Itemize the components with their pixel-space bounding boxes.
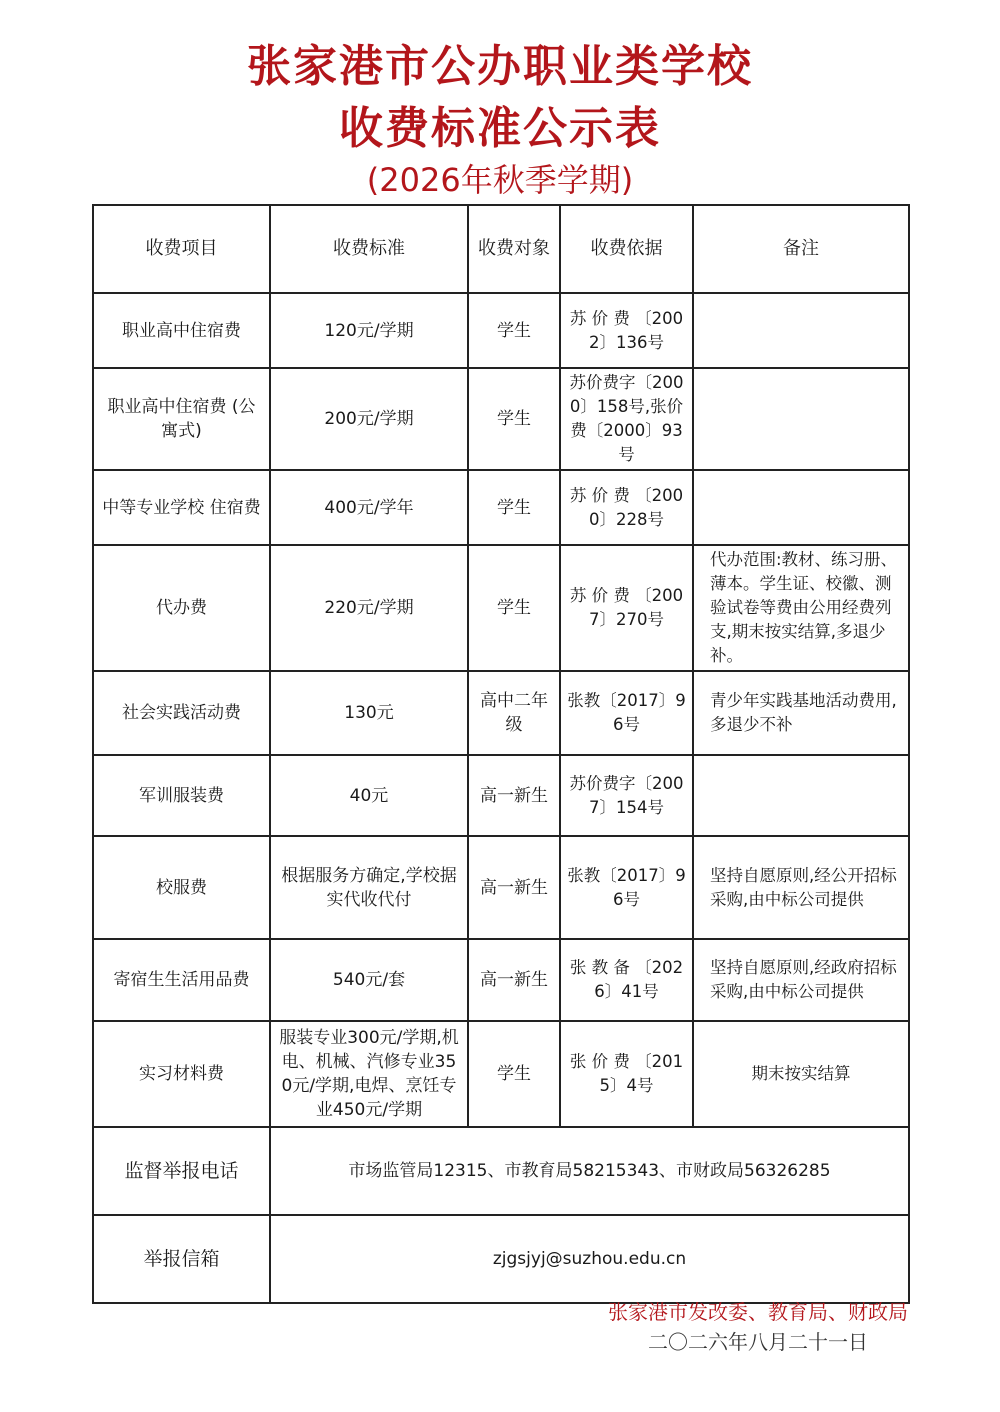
header-cell: 收费项目 <box>93 205 270 293</box>
standard-cell: 400元/学年 <box>270 470 468 545</box>
item-cell: 校服费 <box>93 836 270 939</box>
page-subtitle: 收费标准公示表 <box>339 103 661 154</box>
basis-cell: 苏 价 费 〔2002〕136号 <box>560 293 693 368</box>
table-row <box>93 1021 909 1127</box>
standard-cell: 540元/套 <box>270 939 468 1021</box>
standard-cell: 40元 <box>270 755 468 836</box>
standard-cell: 130元 <box>270 671 468 755</box>
basis-cell: 苏价费字〔2007〕154号 <box>560 755 693 836</box>
semester-label: (2026年秋季学期) <box>366 161 634 199</box>
note-cell: 坚持自愿原则,经公开招标采购,由中标公司提供 <box>693 836 909 939</box>
table-row <box>93 545 909 671</box>
basis-cell: 苏价费字〔2000〕158号,张价费〔2000〕93号 <box>560 368 693 470</box>
header-cell: 备注 <box>693 205 909 293</box>
target-cell: 学生 <box>468 293 560 368</box>
item-cell: 寄宿生生活用品费 <box>93 939 270 1021</box>
standard-cell: 120元/学期 <box>270 293 468 368</box>
item-cell: 代办费 <box>93 545 270 671</box>
item-cell: 实习材料费 <box>93 1021 270 1127</box>
note-cell <box>693 470 909 545</box>
basis-cell: 张教〔2017〕96号 <box>560 836 693 939</box>
target-cell: 学生 <box>468 1021 560 1127</box>
standard-cell: 200元/学期 <box>270 368 468 470</box>
note-cell: 青少年实践基地活动费用,多退少不补 <box>693 671 909 755</box>
header-cell: 收费对象 <box>468 205 560 293</box>
item-cell: 军训服装费 <box>93 755 270 836</box>
table-header-row <box>93 205 909 293</box>
basis-cell: 张教〔2017〕96号 <box>560 671 693 755</box>
fee-table <box>92 204 910 1304</box>
item-cell: 中等专业学校 住宿费 <box>93 470 270 545</box>
header-cell: 收费依据 <box>560 205 693 293</box>
table-row <box>93 939 909 1021</box>
table-row <box>93 755 909 836</box>
page-title: 张家港市公办职业类学校 <box>247 41 753 92</box>
table-row <box>93 836 909 939</box>
target-cell: 学生 <box>468 545 560 671</box>
item-cell: 职业高中住宿费 <box>93 293 270 368</box>
table-row <box>93 470 909 545</box>
issuer: 张家港市发改委、教育局、财政局 <box>608 1300 908 1324</box>
report-mail-value: zjgsjyj@suzhou.edu.cn <box>270 1215 909 1303</box>
note-cell <box>693 368 909 470</box>
note-cell <box>693 293 909 368</box>
note-cell: 期末按实结算 <box>693 1021 909 1127</box>
report-phone-label: 监督举报电话 <box>93 1127 270 1215</box>
report-phone-value: 市场监管局12315、市教育局58215343、市财政局56326285 <box>270 1127 909 1215</box>
target-cell: 学生 <box>468 470 560 545</box>
note-cell: 代办范围:教材、练习册、薄本。学生证、校徽、测验试卷等费由公用经费列支,期末按实结算,多退少补。 <box>693 545 909 671</box>
basis-cell: 苏 价 费 〔2000〕228号 <box>560 470 693 545</box>
standard-cell: 220元/学期 <box>270 545 468 671</box>
report-phone-row <box>93 1127 909 1215</box>
basis-cell: 张 价 费 〔2015〕4号 <box>560 1021 693 1127</box>
target-cell: 学生 <box>468 368 560 470</box>
report-mail-row <box>93 1215 909 1303</box>
issue-date: 二〇二六年八月二十一日 <box>648 1330 868 1354</box>
item-cell: 职业高中住宿费 (公寓式) <box>93 368 270 470</box>
target-cell: 高一新生 <box>468 836 560 939</box>
document-header <box>0 38 1000 202</box>
document-footer <box>608 1297 908 1357</box>
target-cell: 高中二年级 <box>468 671 560 755</box>
basis-cell: 苏 价 费 〔2007〕270号 <box>560 545 693 671</box>
standard-cell: 服装专业300元/学期,机电、机械、汽修专业350元/学期,电焊、烹饪专业450元/学期 <box>270 1021 468 1127</box>
note-cell: 坚持自愿原则,经政府招标采购,由中标公司提供 <box>693 939 909 1021</box>
basis-cell: 张 教 备 〔2026〕41号 <box>560 939 693 1021</box>
table-row <box>93 368 909 470</box>
target-cell: 高一新生 <box>468 939 560 1021</box>
item-cell: 社会实践活动费 <box>93 671 270 755</box>
note-cell <box>693 755 909 836</box>
header-cell: 收费标准 <box>270 205 468 293</box>
table-row <box>93 293 909 368</box>
table-row <box>93 671 909 755</box>
standard-cell: 根据服务方确定,学校据实代收代付 <box>270 836 468 939</box>
target-cell: 高一新生 <box>468 755 560 836</box>
report-mail-label: 举报信箱 <box>93 1215 270 1303</box>
